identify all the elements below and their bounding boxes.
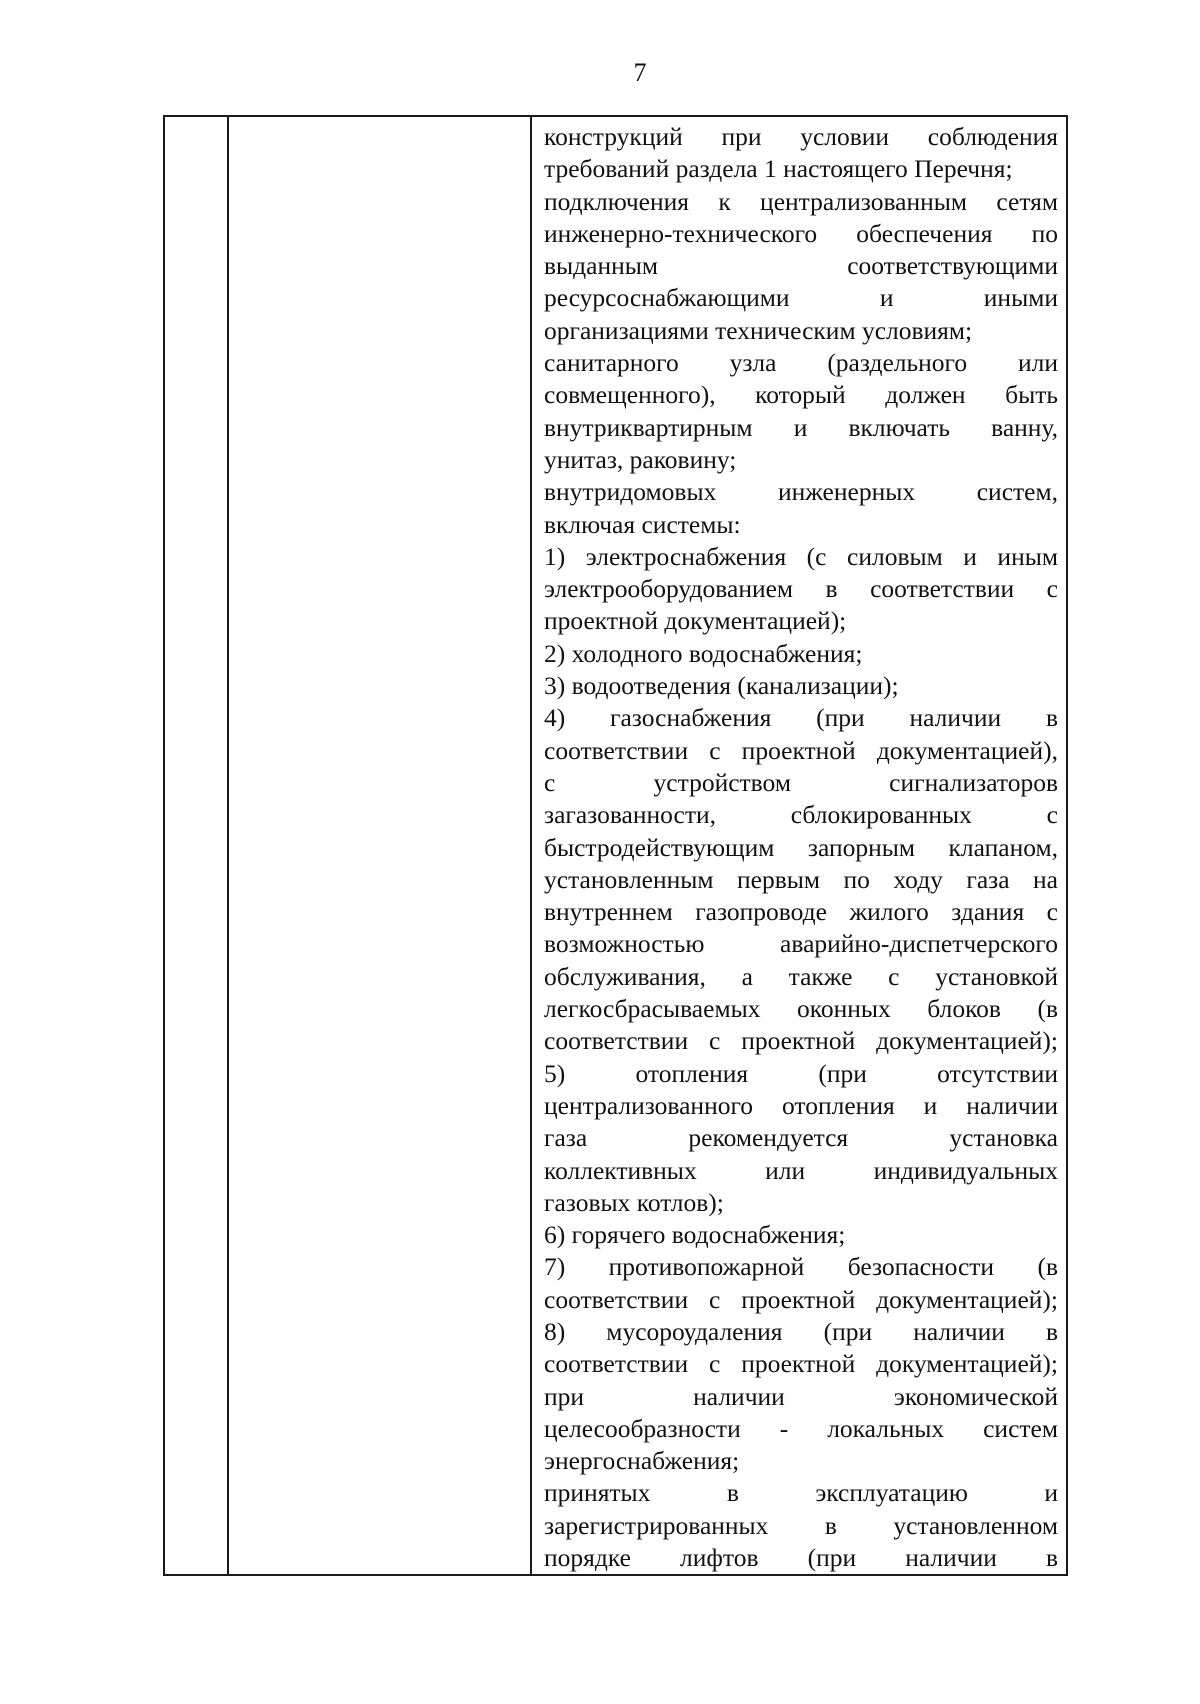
text-line: 8) мусороудаления (при наличии в [544, 1316, 1058, 1346]
text-line: при наличии экономической [544, 1381, 1058, 1411]
text-line: газовых котлов); [544, 1187, 724, 1217]
text-line: соответствии с проектной документацией); [544, 1284, 1058, 1314]
text-line: проектной документацией); [544, 606, 847, 636]
table-column-requirements [532, 117, 1066, 1574]
text-line: 7) противопожарной безопасности (в [544, 1252, 1058, 1282]
text-line: инженерно-технического обеспечения по [544, 218, 1058, 248]
text-line: конструкций при условии соблюдения [544, 122, 1058, 151]
text-line: 1) электроснабжения (с силовым и иным [544, 541, 1058, 571]
text-line: включая системы: [544, 509, 741, 539]
text-line: 4) газоснабжения (при наличии в [544, 703, 1058, 733]
text-line: газа рекомендуется установка [544, 1123, 1058, 1153]
table-column-name [229, 117, 532, 1574]
text-line: санитарного узла (раздельного или [544, 348, 1058, 378]
text-line: подключения к централизованным сетям [544, 186, 1058, 216]
text-line: соответствии с проектной документацией); [544, 1026, 1058, 1056]
table-column-number [165, 117, 229, 1574]
text-line: требований раздела 1 настоящего Перечня; [544, 154, 1013, 184]
text-line: внутриквартирным и включать ванну, [544, 412, 1058, 442]
text-line: 2) холодного водоснабжения; [544, 638, 863, 668]
text-line: зарегистрированных в установленном [544, 1510, 1058, 1540]
text-line: централизованного отопления и наличии [544, 1090, 1058, 1120]
text-line: 6) горячего водоснабжения; [544, 1220, 846, 1250]
text-line: установленным первым по ходу газа на [544, 864, 1058, 894]
page-number: 7 [633, 58, 647, 87]
text-line: обслуживания, а также с установкой [544, 961, 1058, 991]
text-line: коллективных или индивидуальных [544, 1155, 1058, 1185]
text-line: порядке лифтов (при наличии в [544, 1543, 1058, 1573]
text-line: 3) водоотведения (канализации); [544, 671, 899, 701]
text-line: легкосбрасываемых оконных блоков (в [544, 994, 1058, 1024]
text-line: быстродействующим запорным клапаном, [544, 832, 1058, 862]
text-line: организациями техническим условиям; [544, 315, 973, 345]
text-line: ресурсоснабжающими и иными [544, 283, 1058, 313]
text-line: соответствии с проектной документацией), [544, 735, 1058, 765]
text-line: внутреннем газопроводе жилого здания с [544, 897, 1058, 927]
text-line: соответствии с проектной документацией); [544, 1349, 1058, 1379]
text-line: принятых в эксплуатацию и [544, 1478, 1058, 1508]
text-line: 5) отопления (при отсутствии [544, 1058, 1058, 1088]
text-line: совмещенного), который должен быть [544, 380, 1058, 410]
text-line: электрооборудованием в соответствии с [544, 574, 1058, 604]
text-line: возможностью аварийно-диспетчерского [544, 929, 1058, 959]
text-line: выданным соответствующими [544, 251, 1058, 281]
text-line: целесообразности - локальных систем [544, 1413, 1058, 1443]
text-line: энергоснабжения; [544, 1446, 740, 1476]
text-line: с устройством сигнализаторов [544, 767, 1058, 797]
text-line: внутридомовых инженерных систем, [544, 477, 1058, 507]
document-table [163, 115, 1068, 1576]
text-line: унитаз, раковину; [544, 444, 737, 474]
text-line: загазованности, сблокированных с [544, 800, 1058, 830]
